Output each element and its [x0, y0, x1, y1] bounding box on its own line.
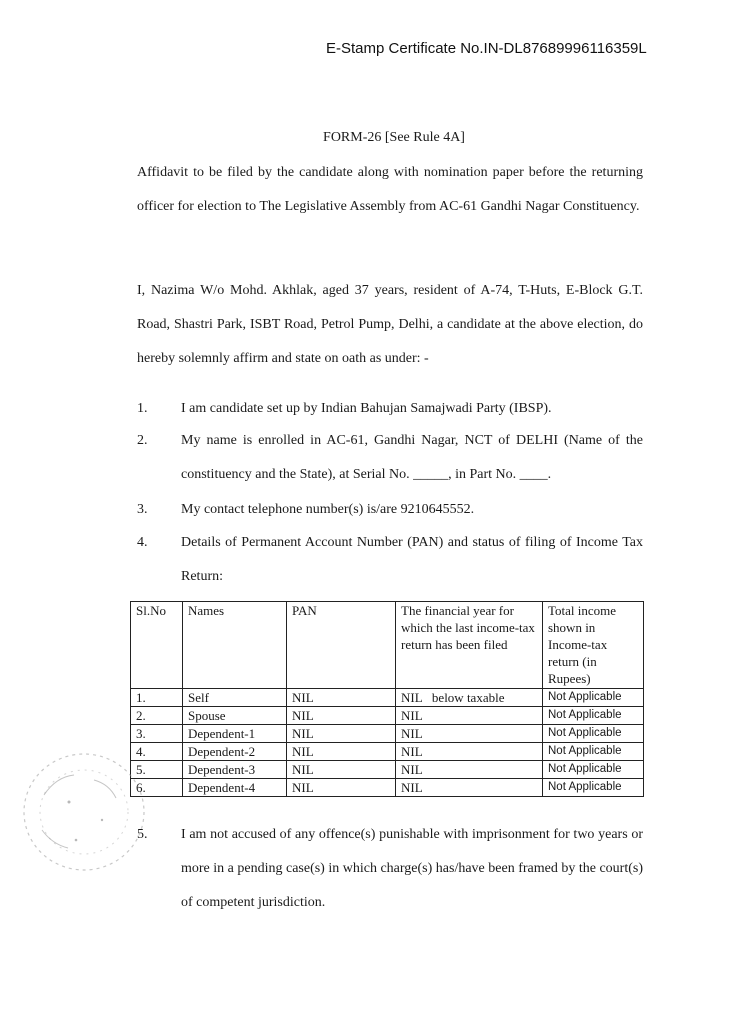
table-cell: NIL	[287, 743, 396, 761]
item-number: 3.	[137, 502, 148, 517]
pan-income-tax-table	[130, 601, 644, 797]
table-cell: NIL	[287, 725, 396, 743]
table-cell: NIL	[287, 689, 396, 707]
item-number: 2.	[137, 433, 148, 448]
table-cell: 3.	[131, 725, 183, 743]
table-cell: 1.	[131, 689, 183, 707]
table-cell: NIL	[396, 761, 543, 779]
table-cell: Dependent-1	[183, 725, 287, 743]
table-header: The financial year for which the last income-tax return has been filed	[396, 602, 543, 689]
table-header: Names	[183, 602, 287, 689]
table-cell: NIL	[396, 725, 543, 743]
table-cell: Not Applicable	[543, 761, 644, 779]
table-cell: Dependent-2	[183, 743, 287, 761]
table-cell: Dependent-3	[183, 761, 287, 779]
table-cell: 4.	[131, 743, 183, 761]
item-number: 1.	[137, 401, 148, 416]
item-number: 5.	[137, 827, 148, 842]
table-cell: 2.	[131, 707, 183, 725]
estamp-certificate-number: E-Stamp Certificate No.IN-DL87689996116359L	[326, 40, 647, 57]
item-number: 4.	[137, 535, 148, 550]
candidate-declaration: I, Nazima W/o Mohd. Akhlak, aged 37 years, resident of A-74, T-Huts, E-Block G.T. Road, Shastri Park, ISBT Road, Petrol Pump, Delhi, a candidate at the above election, do hereby solemnly affirm and state on oath as under: -	[137, 283, 643, 366]
table-cell: NIL	[396, 779, 543, 797]
table-cell: Not Applicable	[543, 743, 644, 761]
table-cell: Not Applicable	[543, 779, 644, 797]
table-cell: 6.	[131, 779, 183, 797]
table-cell: NIL	[287, 707, 396, 725]
table-cell: Spouse	[183, 707, 287, 725]
table-cell: Not Applicable	[543, 689, 644, 707]
table-row	[131, 761, 644, 779]
table-cell: NIL	[287, 761, 396, 779]
table-cell: NIL	[396, 743, 543, 761]
item-text: I am candidate set up by Indian Bahujan Samajwadi Party (IBSP).	[181, 401, 552, 416]
table-header: Total income shown in Income-tax return (in Rupees)	[543, 602, 644, 689]
table-row	[131, 689, 644, 707]
table-header: Sl.No	[131, 602, 183, 689]
table-cell: NIL	[287, 779, 396, 797]
item-text: My name is enrolled in AC-61, Gandhi Nagar, NCT of DELHI (Name of the constituency and the State), at Serial No. _____, in Part No. ____.	[181, 433, 643, 482]
table-cell: NIL	[396, 707, 543, 725]
table-cell: Not Applicable	[543, 707, 644, 725]
form-title: FORM-26 [See Rule 4A]	[323, 130, 465, 145]
affidavit-intro: Affidavit to be filed by the candidate along with nomination paper before the returning officer for election to The Legislative Assembly from AC-61 Gandhi Nagar Constituency.	[137, 165, 643, 214]
notary-seal-stamp	[14, 740, 189, 880]
table-row	[131, 725, 644, 743]
table-header: PAN	[287, 602, 396, 689]
table-cell: Dependent-4	[183, 779, 287, 797]
table-cell: NIL below taxable	[396, 689, 543, 707]
item-text: My contact telephone number(s) is/are 9210645552.	[181, 502, 475, 517]
table-cell: 5.	[131, 761, 183, 779]
table-cell: Not Applicable	[543, 725, 644, 743]
item-text: Details of Permanent Account Number (PAN) and status of filing of Income Tax Return:	[181, 535, 643, 584]
table-header-row	[131, 602, 644, 689]
table-cell: Self	[183, 689, 287, 707]
item-text: I am not accused of any offence(s) punishable with imprisonment for two years or more in a pending case(s) in which charge(s) has/have been framed by the court(s) of competent jurisdiction.	[181, 827, 643, 910]
table-row	[131, 779, 644, 797]
table-row	[131, 743, 644, 761]
table-row	[131, 707, 644, 725]
